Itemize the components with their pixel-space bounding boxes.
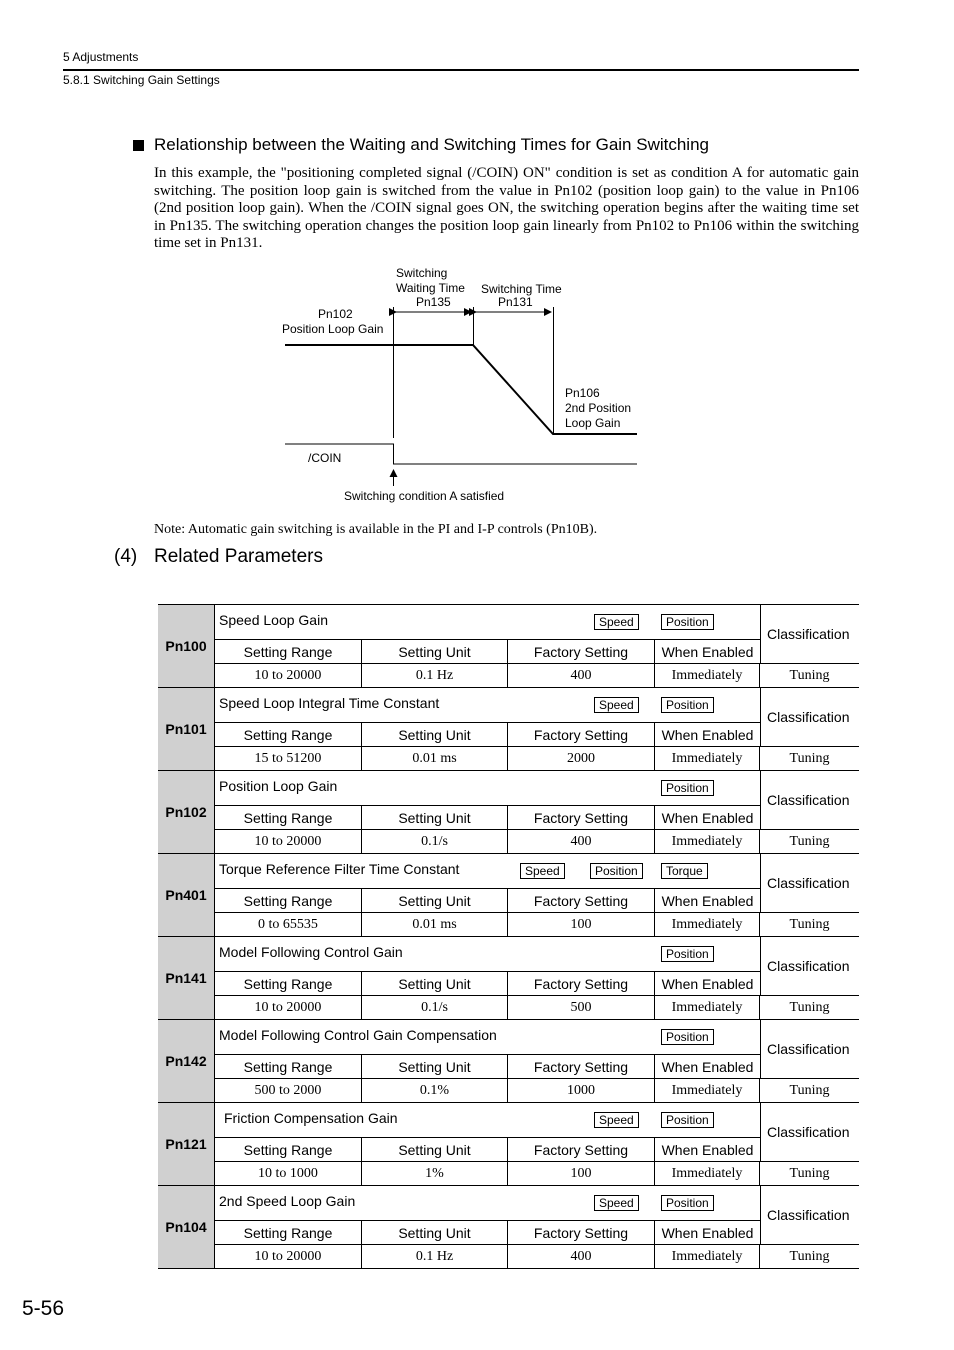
param-code: Pn104 [158, 1186, 215, 1268]
pn106-label-2: 2nd Position [565, 401, 632, 415]
section-header: 5.8.1 Switching Gain Settings [63, 73, 220, 87]
value-when-enabled: Immediately [655, 913, 760, 936]
header-setting-range: Setting Range [215, 889, 362, 912]
switch-label-1: Switching Time [481, 282, 562, 296]
header-when-enabled: When Enabled [661, 892, 754, 909]
header-setting-unit: Setting Unit [362, 723, 508, 746]
header-factory-setting: Factory Setting [508, 1138, 655, 1161]
value-row [215, 1244, 859, 1268]
value-setting-range: 10 to 20000 [215, 664, 362, 687]
param-block-pn100 [158, 604, 859, 687]
value-row [215, 746, 859, 770]
header-factory-setting: Factory Setting [508, 1055, 655, 1078]
param-code: Pn101 [158, 688, 215, 770]
value-classification: Tuning [789, 833, 830, 849]
classification-label: Classification [760, 688, 859, 746]
note: Note: Automatic gain switching is available in the PI and I-P controls (Pn10B). [154, 522, 598, 537]
value-factory-setting: 400 [508, 830, 655, 853]
waiting-label-2: Waiting Time [396, 281, 465, 295]
tag-position: Position [661, 780, 714, 796]
tag-speed: Speed [520, 863, 565, 879]
classification-label: Classification [760, 937, 859, 995]
header-when-enabled: When Enabled [661, 1141, 754, 1158]
parameter-tables [158, 604, 859, 1269]
value-factory-setting: 100 [508, 913, 655, 936]
tag-position: Position [590, 863, 643, 879]
value-when-enabled: Immediately [655, 1245, 760, 1268]
value-when-enabled: Immediately [655, 1079, 760, 1102]
related-number: (4) [114, 546, 138, 567]
section-title: Relationship between the Waiting and Switching Times for Gain Switching [154, 135, 709, 154]
classification-label: Classification [760, 1186, 859, 1244]
tag-position: Position [661, 1029, 714, 1045]
param-block-pn104 [158, 1185, 859, 1269]
tag-position: Position [661, 946, 714, 962]
tag-speed: Speed [594, 614, 639, 630]
param-code: Pn142 [158, 1020, 215, 1102]
param-name: Torque Reference Filter Time Constant [219, 861, 460, 877]
value-setting-unit: 0.1/s [362, 996, 508, 1019]
value-factory-setting: 100 [508, 1162, 655, 1185]
header-setting-unit: Setting Unit [362, 806, 508, 829]
header-factory-setting: Factory Setting [508, 806, 655, 829]
param-block-pn102 [158, 770, 859, 853]
tag-position: Position [661, 1112, 714, 1128]
header-when-enabled: When Enabled [661, 1058, 754, 1075]
waiting-label-3: Pn135 [416, 295, 451, 309]
param-block-pn142 [158, 1019, 859, 1102]
coin-label: /COIN [308, 451, 342, 465]
header-when-enabled: When Enabled [661, 643, 754, 660]
value-row [215, 995, 859, 1019]
param-name: 2nd Speed Loop Gain [219, 1193, 356, 1209]
param-code: Pn401 [158, 854, 215, 936]
value-classification: Tuning [789, 1248, 830, 1264]
value-setting-unit: 1% [362, 1162, 508, 1185]
param-block-pn101 [158, 687, 859, 770]
param-name: Model Following Control Gain [219, 944, 403, 960]
header-setting-unit: Setting Unit [362, 972, 508, 995]
tag-speed: Speed [594, 1112, 639, 1128]
header-row [215, 888, 760, 912]
header-setting-range: Setting Range [215, 723, 362, 746]
classification-label: Classification [760, 1103, 859, 1161]
value-factory-setting: 500 [508, 996, 655, 1019]
value-setting-unit: 0.01 ms [362, 747, 508, 770]
header-factory-setting: Factory Setting [508, 972, 655, 995]
value-setting-unit: 0.1/s [362, 830, 508, 853]
header-factory-setting: Factory Setting [508, 1221, 655, 1244]
value-when-enabled: Immediately [655, 830, 760, 853]
value-classification: Tuning [789, 1165, 830, 1181]
value-factory-setting: 2000 [508, 747, 655, 770]
value-row [215, 829, 859, 853]
header-setting-unit: Setting Unit [362, 1055, 508, 1078]
value-setting-unit: 0.1 Hz [362, 1245, 508, 1268]
classification-label: Classification [760, 605, 859, 663]
header-row [215, 1137, 760, 1161]
value-factory-setting: 400 [508, 664, 655, 687]
value-row [215, 663, 859, 687]
header-row [215, 722, 760, 746]
pn102-label-2: Position Loop Gain [282, 322, 384, 336]
value-row [215, 1161, 859, 1185]
header-setting-unit: Setting Unit [362, 640, 508, 663]
header-when-enabled: When Enabled [661, 809, 754, 826]
param-name: Friction Compensation Gain [224, 1110, 398, 1126]
switch-label-2: Pn131 [498, 295, 533, 309]
tag-position: Position [661, 614, 714, 630]
classification-label: Classification [760, 1020, 859, 1078]
classification-label: Classification [760, 854, 859, 912]
param-block-pn121 [158, 1102, 859, 1185]
header-row [215, 639, 760, 663]
value-factory-setting: 1000 [508, 1079, 655, 1102]
tag-speed: Speed [594, 697, 639, 713]
tag-torque: Torque [661, 863, 708, 879]
header-when-enabled: When Enabled [661, 726, 754, 743]
value-classification: Tuning [789, 916, 830, 932]
value-setting-range: 10 to 1000 [215, 1162, 362, 1185]
param-code: Pn141 [158, 937, 215, 1019]
classification-label: Classification [760, 771, 859, 829]
value-classification: Tuning [789, 999, 830, 1015]
condition-label: Switching condition A satisfied [344, 489, 505, 503]
header-setting-unit: Setting Unit [362, 1138, 508, 1161]
pn106-label-1: Pn106 [565, 386, 600, 400]
value-setting-range: 10 to 20000 [215, 830, 362, 853]
header-row [215, 805, 760, 829]
param-name: Model Following Control Gain Compensation [219, 1027, 497, 1043]
value-classification: Tuning [789, 667, 830, 683]
header-setting-range: Setting Range [215, 1055, 362, 1078]
header-when-enabled: When Enabled [661, 1224, 754, 1241]
header-setting-range: Setting Range [215, 972, 362, 995]
value-setting-unit: 0.01 ms [362, 913, 508, 936]
header-factory-setting: Factory Setting [508, 640, 655, 663]
value-classification: Tuning [789, 1082, 830, 1098]
header-setting-range: Setting Range [215, 806, 362, 829]
param-block-pn401 [158, 853, 859, 936]
header-factory-setting: Factory Setting [508, 723, 655, 746]
param-block-pn141 [158, 936, 859, 1019]
value-when-enabled: Immediately [655, 747, 760, 770]
value-setting-unit: 0.1% [362, 1079, 508, 1102]
header-row [215, 1054, 760, 1078]
header-factory-setting: Factory Setting [508, 889, 655, 912]
header-when-enabled: When Enabled [661, 975, 754, 992]
header-setting-unit: Setting Unit [362, 889, 508, 912]
body-paragraph: In this example, the "positioning completed signal (/COIN) ON" condition is set as condition A for automatic gain switching. The position loop gain is switched from the value in Pn102 (position loop gain) to the value in Pn106 (2nd position loop gain). When the /COIN signal goes ON, the switching operation begins after the waiting time set in Pn135. The switching operation changes the position loop gain linearly from Pn102 to Pn106 within the switching time set in Pn131. [154, 165, 859, 251]
header-setting-range: Setting Range [215, 640, 362, 663]
chapter-header: 5 Adjustments [63, 50, 139, 64]
value-setting-range: 0 to 65535 [215, 913, 362, 936]
square-bullet-icon [133, 140, 144, 151]
value-setting-range: 10 to 20000 [215, 996, 362, 1019]
header-row [215, 971, 760, 995]
page-number: 5-56 [22, 1297, 65, 1320]
value-setting-unit: 0.1 Hz [362, 664, 508, 687]
param-code: Pn102 [158, 771, 215, 853]
value-when-enabled: Immediately [655, 996, 760, 1019]
related-parameters-heading [114, 546, 323, 568]
header-row [215, 1220, 760, 1244]
value-when-enabled: Immediately [655, 664, 760, 687]
header-setting-range: Setting Range [215, 1138, 362, 1161]
related-title: Related Parameters [154, 546, 323, 567]
tag-position: Position [661, 697, 714, 713]
param-code: Pn121 [158, 1103, 215, 1185]
header-setting-unit: Setting Unit [362, 1221, 508, 1244]
value-setting-range: 500 to 2000 [215, 1079, 362, 1102]
tag-speed: Speed [594, 1195, 639, 1211]
header-rule [63, 69, 859, 71]
value-when-enabled: Immediately [655, 1162, 760, 1185]
pn102-label-1: Pn102 [318, 307, 353, 321]
value-factory-setting: 400 [508, 1245, 655, 1268]
header-setting-range: Setting Range [215, 1221, 362, 1244]
param-name: Speed Loop Gain [219, 612, 328, 628]
value-classification: Tuning [789, 750, 830, 766]
param-name: Speed Loop Integral Time Constant [219, 695, 440, 711]
param-name: Position Loop Gain [219, 778, 338, 794]
value-setting-range: 10 to 20000 [215, 1245, 362, 1268]
tag-position: Position [661, 1195, 714, 1211]
pn106-label-3: Loop Gain [565, 416, 621, 430]
value-row [215, 912, 859, 936]
gain-switching-timing-diagram [270, 262, 650, 507]
waiting-label-1: Switching [396, 266, 448, 280]
value-setting-range: 15 to 51200 [215, 747, 362, 770]
param-code: Pn100 [158, 605, 215, 687]
value-row [215, 1078, 859, 1102]
